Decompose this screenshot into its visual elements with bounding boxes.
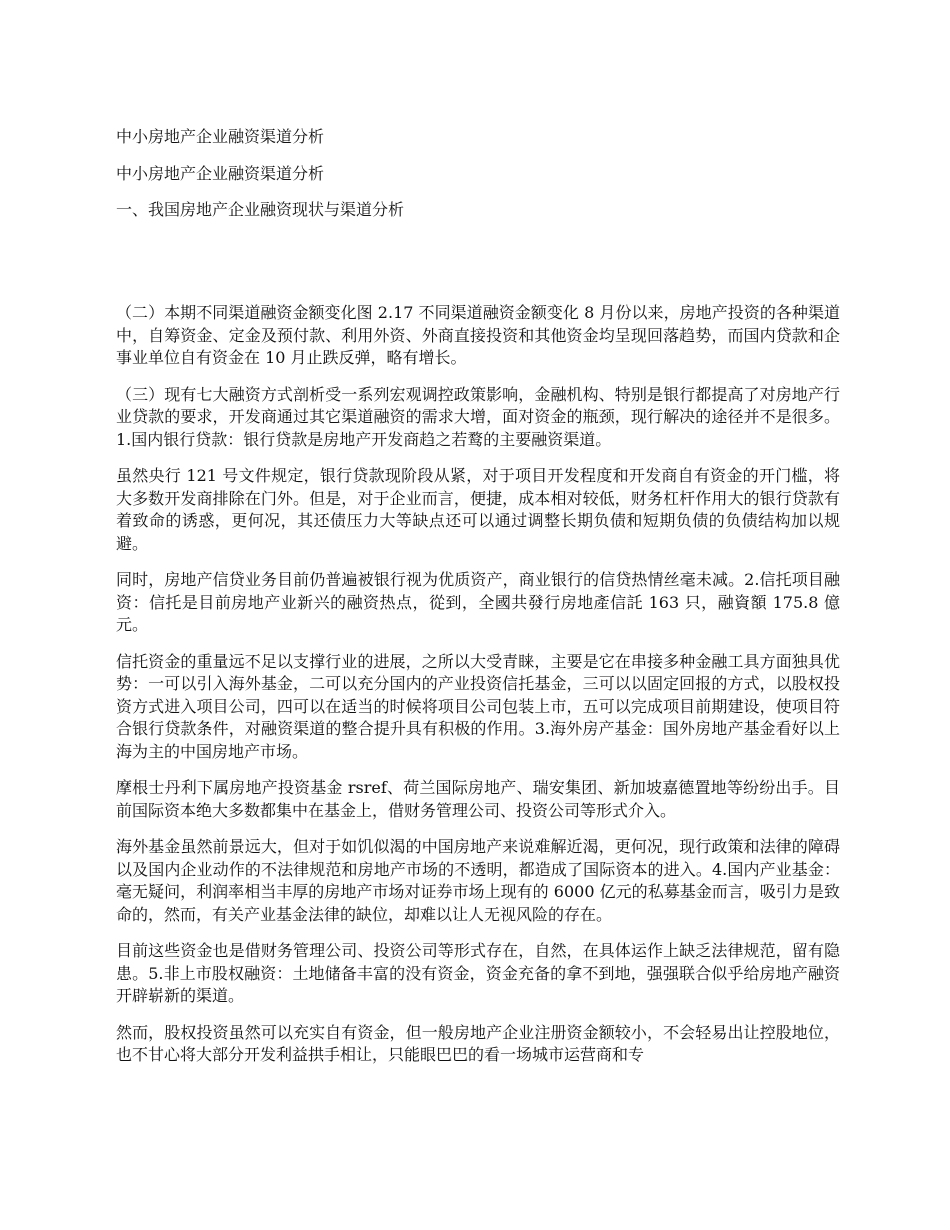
document-title: 中小房地产企业融资渠道分析 <box>116 127 325 146</box>
paragraph-7: 海外基金虽然前景远大，但对于如饥似渴的中国房地产来说难解近渴，更何况，现行政策和法律的障碍以及国内企业动作的不法律规范和房地产市场的不透明，都造成了国际资本的进入。4.国内产业基金：毫无疑问，利润率相当丰厚的房地产市场对证券市场上现有的 6000 亿元的私募基金而言，吸引力是致命的，然而，有关产业基金法律的缺位，却难以让人无视风险的存在。 <box>116 837 840 924</box>
document-body <box>116 302 840 1081</box>
paragraph-5: 信托资金的重量远不足以支撑行业的进展，之所以大受青睐，主要是它在串接多种金融工具方面独具优势：一可以引入海外基金，二可以充分国内的产业投资信托基金，三可以以固定回报的方式，以股权投资方式进入项目公司，四可以在适当的时候将项目公司包装上市，五可以完成项目前期建设，使项目符合银行贷款条件，对融资渠道的整合提升具有积极的作用。3.海外房产基金：国外房地产基金看好以上海为主的中国房地产市场。 <box>116 651 840 761</box>
paragraph-3: 虽然央行 121 号文件规定，银行贷款现阶段从紧，对于项目开发程度和开发商自有资金的开门槛，将大多数开发商排除在门外。但是，对于企业而言，便捷，成本相对较低，财务杠杆作用大的银行贷款有着致命的诱惑，更何况，其还债压力大等缺点还可以通过调整长期负债和短期负债的负债结构加以规避。 <box>116 466 840 553</box>
paragraph-4: 同时，房地产信贷业务目前仍普遍被银行视为优质资产，商业银行的信贷热情丝毫未减。2.信托项目融资：信托是目前房地产业新兴的融资热点，從到，全國共發行房地產信託 163 只，融資額 175.8 億元。 <box>116 570 840 634</box>
document-subtitle: 中小房地产企业融资渠道分析 <box>116 164 325 183</box>
paragraph-1: （二）本期不同渠道融资金额变化图 2.17 不同渠道融资金额变化 8 月份以来，房地产投资的各种渠道中，自筹资金、定金及预付款、利用外资、外商直接投资和其他资金均呈现回落趋势，而国内贷款和企事业单位自有资金在 10 月止跌反弹，略有增长。 <box>116 303 840 367</box>
section-heading: 一、我国房地产企业融资现状与渠道分析 <box>116 200 405 219</box>
paragraph-9: 然而，股权投资虽然可以充实自有资金，但一般房地产企业注册资金额较小，不会轻易出让控股地位，也不甘心将大部分开发利益拱手相让，只能眼巴巴的看一场城市运营商和专 <box>116 1022 840 1064</box>
paragraph-6: 摩根士丹利下属房地产投资基金 rsref、荷兰国际房地产、瑞安集团、新加坡嘉德置地等纷纷出手。目前国际资本绝大多数都集中在基金上，借财务管理公司、投资公司等形式介入。 <box>116 778 840 820</box>
paragraph-2: （三）现有七大融资方式剖析受一系列宏观调控政策影响，金融机构、特别是银行都提高了对房地产行业贷款的要求，开发商通过其它渠道融资的需求大增，面对资金的瓶颈，现行解决的途径并不是很多。1.国内银行贷款：银行贷款是房地产开发商趋之若鹜的主要融资渠道。 <box>116 384 840 449</box>
paragraph-8: 目前这些资金也是借财务管理公司、投资公司等形式存在，自然，在具体运作上缺乏法律规范，留有隐患。5.非上市股权融资：土地储备丰富的没有资金，资金充备的拿不到地，强强联合似乎给房地产融资开辟崭新的渠道。 <box>116 941 840 1005</box>
